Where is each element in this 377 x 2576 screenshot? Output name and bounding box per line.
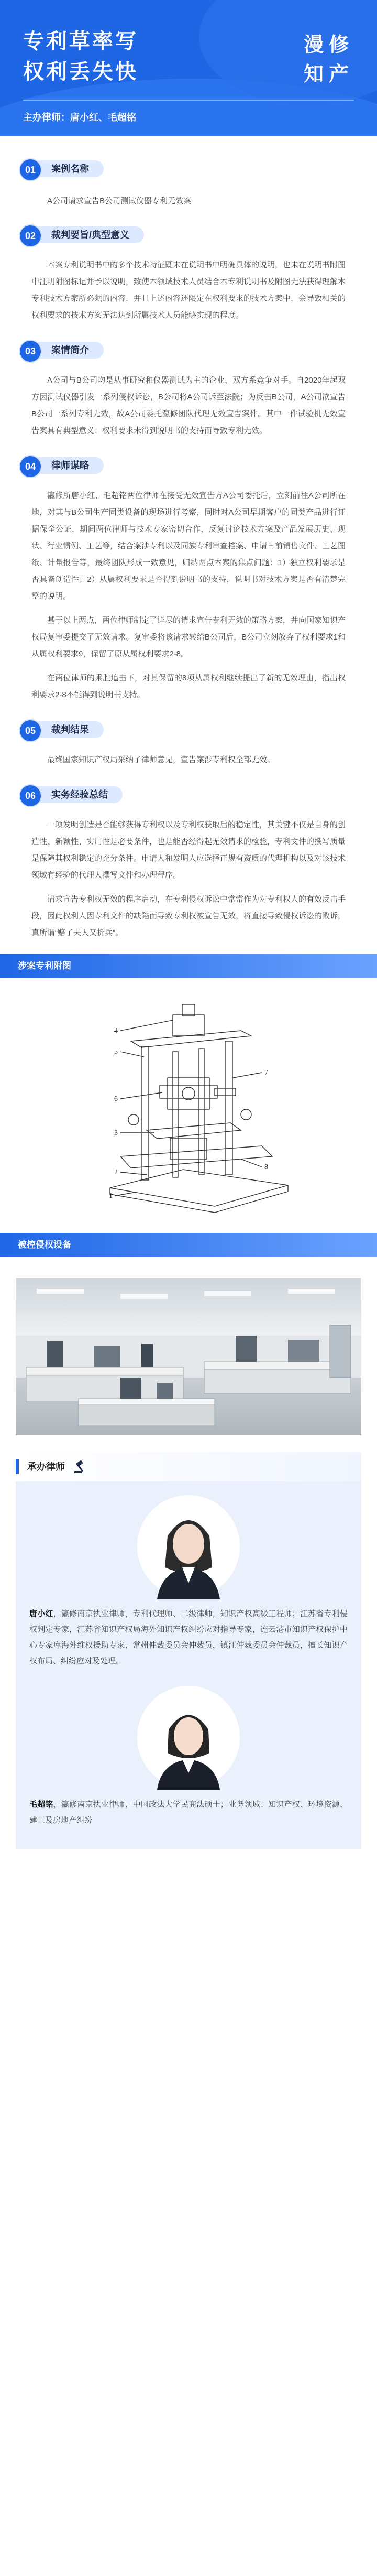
experience-paragraph: 一项发明创造是否能够获得专利权以及专利权获取后的稳定性，其关键不仅是自身的创造性、新颖性、实用性是必要条件，也是能否经得起无效请求的检验，专利文件的撰写质量是保障其权利稳定的充分条件。申请人和发明人应选择正规有资质的代理机构以及对该技术领域有经验的代理人撰写文件和办理程序。 xyxy=(31,820,346,880)
lawyer-card xyxy=(16,1481,361,1849)
header-divider xyxy=(23,100,354,101)
result-paragraph: 最终国家知识产权局采纳了律师意见，宣告案涉专利权全部无效。 xyxy=(47,755,275,764)
patent-drawing-figure xyxy=(42,999,335,1214)
lawyer-bio-text: ，瀛修南京执业律师，专利代理师、二级律师，知识产权高级工程师；江苏省专利侵权判定专家，江苏省知识产权局海外知识产权纠纷应对指导专家，连云港市知识产权保护中心专家库海外维权援助专家，常州仲裁委员会仲裁员，镇江仲裁委员会仲裁员，擅长知识产权布局、纠纷应对及处理。 xyxy=(29,1609,348,1665)
case-name: A公司请求宣告B公司测试仪器专利无效案 xyxy=(47,197,192,205)
gist-paragraph: 本案专利说明书中的多个技术特征既未在说明书中明确具体的说明，也未在说明书附图中注明附图标记并予以说明，致使本领域技术人员结合本专利说明书及附图无法获得理解本专利技术方案所必须的内容，并且上述内容还限定在权利要求的技术方案中，会导致相关的权利要求的技术方案无法达到所属技术人员能够实现的程度。 xyxy=(31,261,346,320)
section-heading xyxy=(19,222,377,247)
section-number: 04 xyxy=(19,455,42,478)
lawyer-name: 毛超铭 xyxy=(29,1800,53,1809)
header-banner xyxy=(0,0,377,136)
section-heading xyxy=(19,338,377,363)
drawing-label: 5 xyxy=(114,1048,118,1056)
lawyer-bio xyxy=(16,1797,361,1828)
drawing-label: 2 xyxy=(114,1168,118,1176)
section-title: 律师谋略 xyxy=(30,457,104,474)
lawyers-heading-text: 承办律师 xyxy=(27,1462,65,1472)
section-number: 06 xyxy=(19,784,42,807)
experience-paragraph: 请求宣告专利权无效的程序启动，在专利侵权诉讼中常常作为对专利权人的有效反击手段，因此权利人因专利文件的缺陷而导致专利权被宣告无效，将直接导致侵权诉讼的败诉，真所谓“赔了夫人又折兵”。 xyxy=(31,895,346,937)
header-sponsor: 主办律师：唐小红、毛超铭 xyxy=(23,112,136,123)
header-brand: 漫修 知产 xyxy=(303,34,354,85)
section-title: 实务经验总结 xyxy=(30,786,123,803)
lawyer-name: 唐小红 xyxy=(29,1609,53,1618)
section-heading xyxy=(19,782,377,807)
drawing-label: 1 xyxy=(109,1192,113,1200)
section-title: 裁判要旨/典型意义 xyxy=(30,226,144,243)
section-number: 01 xyxy=(19,158,42,181)
strategy-paragraph: 在两位律师的乘胜追击下，对其保留的8项从属权利继续提出了新的无效理由，指出权利要求2-8不能得到说明书支持。 xyxy=(31,674,346,699)
device-banner: 被控侵权设备 xyxy=(0,1233,377,1257)
drawing-label: 3 xyxy=(114,1129,118,1137)
section-number: 02 xyxy=(19,224,42,247)
lawyers-heading xyxy=(16,1452,361,1481)
section-heading xyxy=(19,717,377,742)
lawyer-bio-text: ，瀛修南京执业律师，中国政法大学民商法硕士；业务领域：知识产权、环境资源、建工及房地产纠纷 xyxy=(29,1800,348,1825)
gavel-icon xyxy=(73,1459,88,1474)
strategy-paragraph: 瀛修所唐小红、毛超铭两位律师在接受无效宣告方A公司委托后，立刻前往A公司所在地，对其与B公司生产同类设备的现场进行考察，同时对A公司早期客户的同类产品进行证据保全公证，期间两位律师与技术专家密切合作，反复讨论技术方案及产品发展历史、现状、行业惯例、工艺等，结合案涉专利以及同族专利审查档案、申请日前销售文件、工艺图纸、计量报告等，最终团队形成一致意见，归纳两点本案的焦点问题：1）独立权利要求是否具备创造性；2）从属权利要求是否得到说明书的支持，说明书对技术方案是否有清楚完整的说明。 xyxy=(31,491,346,601)
section-number: 03 xyxy=(19,340,42,363)
drawing-label: 7 xyxy=(264,1069,268,1077)
lawyer-bio xyxy=(16,1606,361,1669)
section-title: 案情简介 xyxy=(30,342,104,359)
drawing-label: 8 xyxy=(264,1163,268,1171)
section-heading xyxy=(19,453,377,478)
patent-drawing xyxy=(42,999,335,1214)
section-heading xyxy=(19,156,377,181)
heading-accent xyxy=(16,1459,19,1474)
section-number: 05 xyxy=(19,719,42,742)
lab-photo-illustration xyxy=(16,1278,361,1435)
strategy-paragraph: 基于以上两点，两位律师制定了详尽的请求宣告专利无效的策略方案，并向国家知识产权局复审委提交了无效请求。复审委将该请求转给B公司后，B公司立刻放弃了权利要求1和从属权利要求9，保留了原从属权利要求2-8。 xyxy=(31,616,346,658)
section-title: 裁判结果 xyxy=(30,721,104,738)
lawyer-avatar xyxy=(136,1494,241,1599)
section-title: 案例名称 xyxy=(30,160,104,177)
drawing-banner: 涉案专利附图 xyxy=(0,954,377,978)
lawyer-avatar xyxy=(136,1685,241,1790)
drawing-label: 4 xyxy=(114,1027,118,1035)
facts-paragraph: A公司与B公司均是从事研究和仪器测试为主的企业，双方系竞争对手。自2020年起双方因测试仪器引发一系列侵权诉讼，B公司将A公司诉至法院；为反击B公司，A公司欲宣告B公司一系列专利无效，故A公司委托瀛修团队代理无效宣告案件。其中一件试验机无效宣告案具有典型意义：权利要求未得到说明书的支持而导致专利无效。 xyxy=(31,376,346,435)
device-photo xyxy=(16,1278,361,1435)
drawing-label: 6 xyxy=(114,1095,118,1103)
header-title: 专利草率写 权利丢失快 xyxy=(23,30,138,83)
